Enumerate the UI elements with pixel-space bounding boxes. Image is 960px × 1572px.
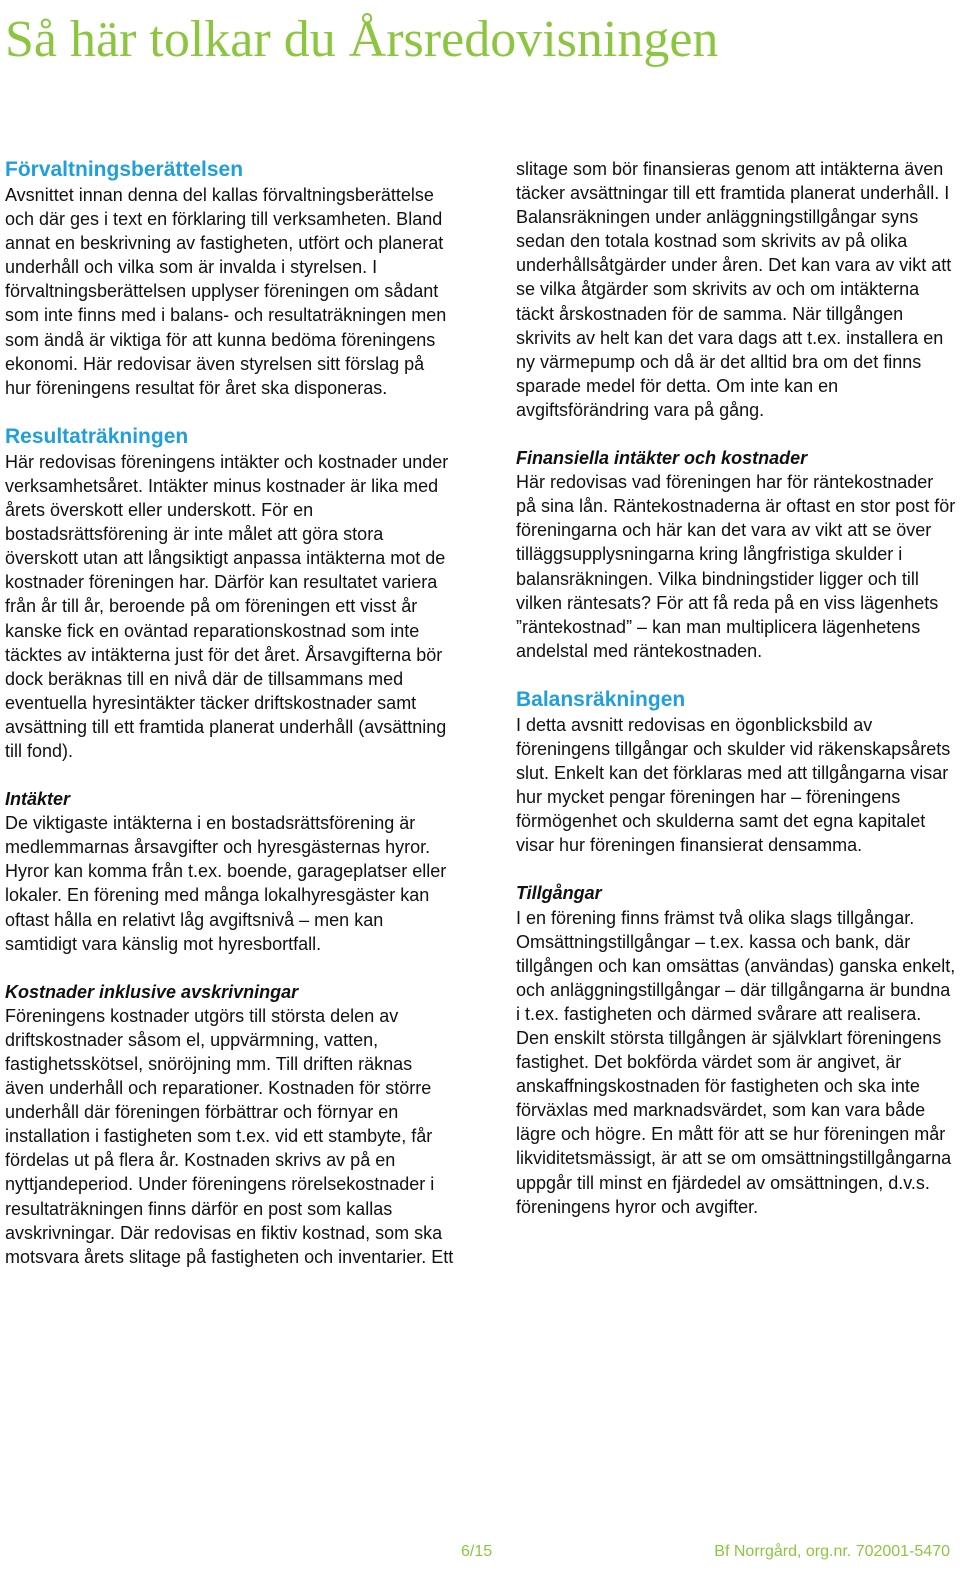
body-forvaltningsberattelsen: Avsnittet innan denna del kallas förvaltningsberättelse och där ges i text en förklaring till verksamheten. Bland annat en beskrivning av fastigheten, utfört och planerat underhåll och vilka som är invalda i styrelsen. I förvaltningsberättelsen upplyser föreningen om sådant som inte finns med i balans- och resultaträkningen men som ändå är viktiga för att kunna bedöma föreningens ekonomi. Här redovisar även styrelsen sitt förslag på hur föreningens resultat för året ska disponeras. [5, 185, 447, 398]
body-intakter: De viktigaste intäkterna i en bostadsrättsförening är medlemmarnas årsavgifter och hyresgästernas hyror. Hyror kan komma från t.ex. boende, garageplatser eller lokaler. En förening med många lokalhyresgäster kan oftast hålla en relativt låg avgiftsnivå – men kan samtidigt vara känslig mot hyresbortfall. [5, 813, 447, 954]
body-resultatrakningen: Här redovisas föreningens intäkter och kostnader under verksamhetsåret. Intäkter minus kostnader är lika med årets överskott eller underskott. För en bostadsrättsförening är inte målet att göra stora överskott utan att långsiktigt anpassa intäkterna mot de kostnader föreningen har. Därför kan resultatet variera från år till år, beroende på om föreningen ett visst år kanske fick en oväntad reparationskostnad som inte täcktes av intäkterna just för det året. Årsavgifterna bör dock beräknas till en nivå där de tillsammans med eventuella hyresintäkter täcker driftskostnader samt avsättning till ett framtida planerat underhåll (avsättning till fond). [5, 451, 449, 761]
section-intakter [5, 787, 455, 956]
heading-intakter: Intäkter [5, 789, 71, 810]
body-tillgangar: I en förening finns främst två olika slags tillgångar. Omsättningstillgångar – t.ex. kassa och bank, där tillgången och kan omsättas (användas) ganska enkelt, och anläggningstillgångar – där tillgångarna är bundna i t.ex. fastigheten och därmed svårare att realisera. Den enskilt största tillgången är självklart föreningens fastighet. Det bokförda värdet som är angivet, är anskaffningskostnaden för fastigheten och ska inte förväxlas med marknadsvärdet, som kan vara både lägre och högre. En mått för att se hur föreningen mår likviditetsmässigt, är att se om omsättningstillgångarna uppgår till minst en fjärdedel av omsättningen, d.v.s. föreningens hyror och avgifter. [516, 907, 956, 1217]
heading-kostnader: Kostnader inklusive avskrivningar [5, 981, 299, 1002]
body-continuation: slitage som bör finansieras genom att intäkterna även täcker avsättningar till ett framtida planerat underhåll. I Balansräkningen under anläggningstillgångar syns sedan den totala kostnad som skrivits av på olika underhållsåtgärder under åren. Det kan vara av vikt att se vilka åtgärder som skrivits av och om intäkterna täckt årskostnaden för de samma. När tillgången skrivits av helt kan det vara dags att t.ex. installera en ny värmepump och då är det alltid bra om det finns sparade medel för detta. Om inte kan en avgiftsförändring vara på gång. [516, 159, 952, 420]
body-finansiella: Här redovisas vad föreningen har för räntekostnader på sina lån. Räntekostnaderna är oftast en stor post för föreningarna och här kan det vara av vikt att se över tilläggsupplysningarna kring långfristiga skulder i balansräkningen. Vilka bindningstider ligger och till vilken räntesats? För att få reda på en viss lägenhets ”räntekostnad” – kan man multiplicera lägenhetens andelstal med räntekostnaden. [516, 472, 956, 661]
section-balansrakningen [516, 687, 956, 858]
section-finansiella [516, 446, 956, 663]
heading-forvaltningsberattelsen: Förvaltningsberättelsen [5, 158, 244, 181]
heading-tillgangar: Tillgångar [516, 883, 602, 904]
page-number: 6/15 [461, 1543, 493, 1560]
heading-balansrakningen: Balansräkningen [516, 687, 686, 711]
page-title: Så här tolkar du Årsredovisningen [5, 11, 719, 68]
section-tillgangar [516, 881, 956, 1218]
body-balansrakningen: I detta avsnitt redovisas en ögonblicksbild av föreningens tillgångar och skulder vid räkenskapsårets slut. Enkelt kan det förklaras med att tillgångarna visar hur mycket pengar föreningen har – föreningens förmögenhet och skulderna samt det egna kapitalet visar hur föreningen finansierat densamma. [516, 714, 951, 856]
left-column [5, 157, 455, 1269]
section-kostnader [5, 980, 455, 1269]
section-resultatrakningen [5, 424, 455, 763]
section-forvaltningsberattelsen [5, 157, 455, 400]
right-column [516, 157, 956, 1219]
heading-finansiella: Finansiella intäkter och kostnader [516, 448, 808, 469]
footer-organization: Bf Norrgård, org.nr. 702001-5470 [714, 1543, 950, 1560]
body-kostnader: Föreningens kostnader utgörs till största delen av driftskostnader såsom el, uppvärmning, vatten, fastighetsskötsel, snöröjning mm. Till driften räknas även underhåll och reparationer. Kostnaden för större underhåll där föreningen förbättrar och förnyar en installation i fastigheten som t.ex. vid ett stambyte, får fördelas ut på flera år. Kostnaden skrivs av på en nyttjandeperiod. Under föreningens rörelsekostnader i resultaträkningen finns därför en post som kallas avskrivningar. Där redovisas en fiktiv kostnad, som ska motsvara årets slitage på fastigheten och inventarier. Ett [5, 1005, 454, 1267]
heading-resultatrakningen: Resultaträkningen [5, 424, 189, 448]
